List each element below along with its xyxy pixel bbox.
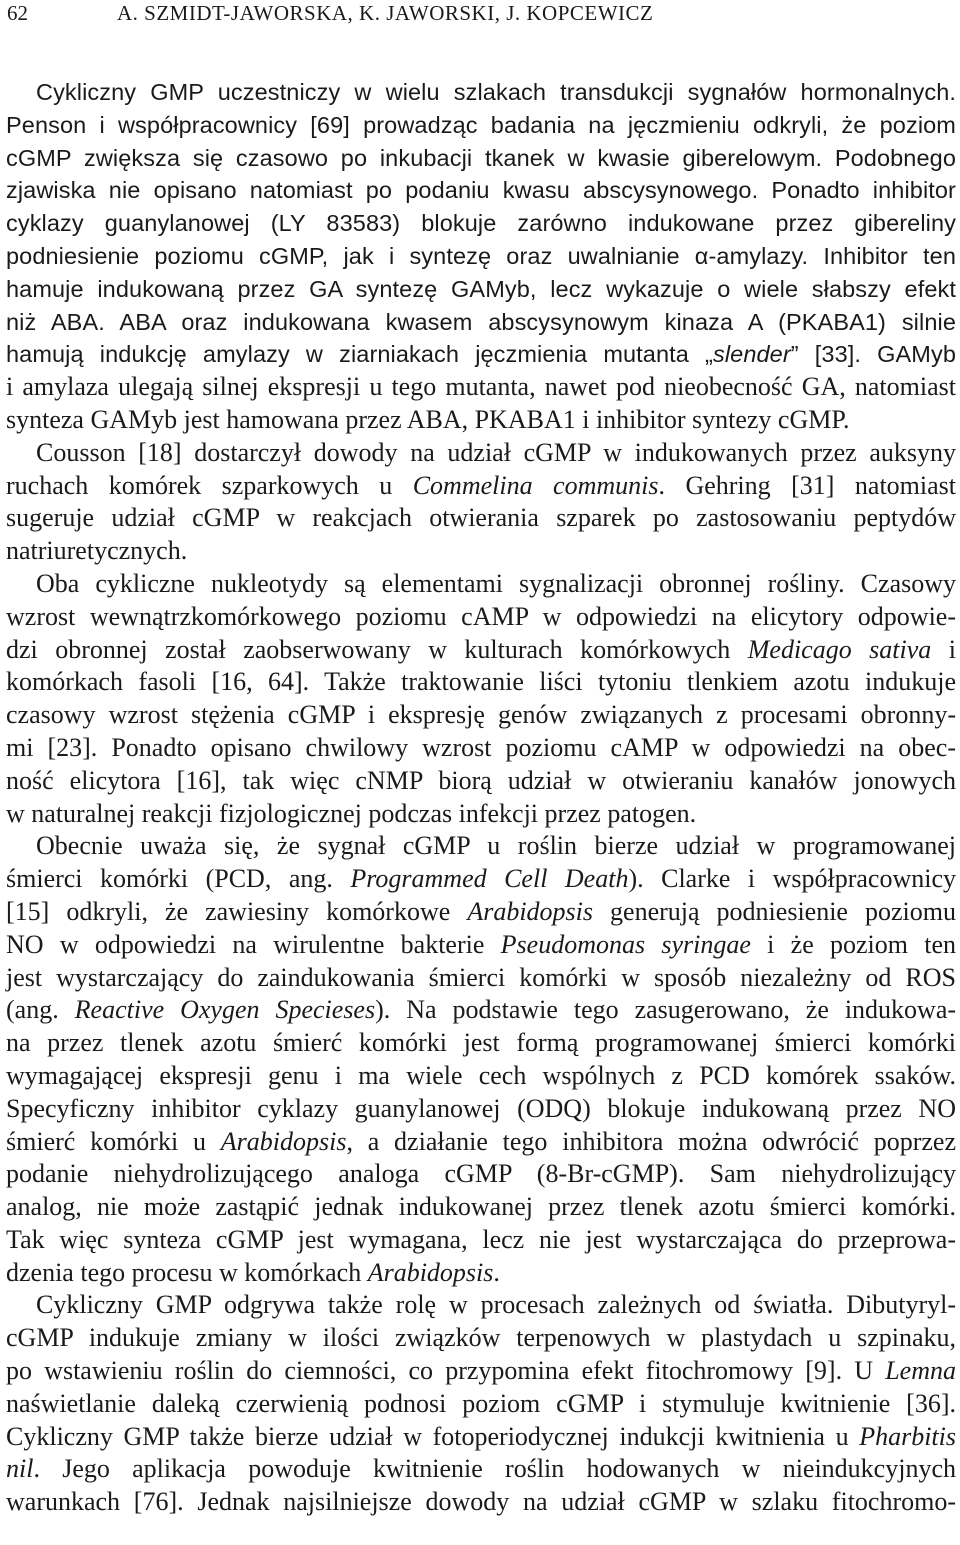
- text-line: dzi obronnej został zaobserwowany w kulturach komórkowych Medicago sativa i: [6, 634, 956, 664]
- text-line: ruchach komórek szparkowych u Commelina communis. Gehring [31] natomiast: [6, 470, 956, 500]
- text-line: analog, nie może zastąpić jednak indukowanej przez tlenek azotu śmierci komórki.: [6, 1192, 956, 1222]
- text-line: Penson i współpracownicy [69] prowadząc badania na jęczmieniu odkryli, że poziom: [6, 111, 956, 138]
- text-line: sugeruje udział cGMP w reakcjach otwierania szparek po zastosowaniu peptydów: [6, 503, 956, 533]
- text-line: jest wystarczający do zaindukowania śmierci komórki w sposób niezależny od ROS: [6, 962, 956, 992]
- text-line: Obecnie uważa się, że sygnał cGMP u roślin bierze udział w programowanej: [36, 831, 956, 861]
- text-line: i amylaza ulegają silnej ekspresji u tego mutanta, nawet pod nieobecność GA, natomiast: [6, 372, 956, 402]
- text-line: wymagającej ekspresji genu i ma wiele cech wspólnych z PCD komórek ssaków.: [6, 1060, 956, 1090]
- text-line: czasowy wzrost stężenia cGMP i ekspresję genów związanych z procesami obronny-: [6, 700, 956, 730]
- body-text: [6, 76, 956, 1519]
- text-line: Specyficzny inhibitor cyklazy guanylanowej (ODQ) blokuje indukowaną przez NO: [6, 1093, 956, 1123]
- page-number: 62: [7, 1, 28, 25]
- text-line: cyklazy guanylanowej (LY 83583) blokuje zarówno indukowane przez gibereliny: [6, 210, 956, 237]
- text-line: [15] odkryli, że zawiesiny komórkowe Arabidopsis generują podniesienie poziomu: [6, 896, 956, 926]
- text-line: śmierć komórki u Arabidopsis, a działanie tego inhibitora można odwrócić poprzez: [6, 1126, 956, 1156]
- text-line: komórkach fasoli [16, 64]. Także traktowanie liści tytoniu tlenkiem azotu indukuje: [6, 667, 956, 697]
- text-line: hamują indukcję amylazy w ziarniakach jęczmienia mutanta „slender” [33]. GAMyb: [6, 341, 956, 368]
- running-header: [7, 0, 950, 28]
- running-header-authors: A. SZMIDT-JAWORSKA, K. JAWORSKI, J. KOPCEWICZ: [117, 1, 654, 25]
- text-line: Cousson [18] dostarczył dowody na udział cGMP w indukowanych przez auksyny: [36, 437, 956, 467]
- text-line: podanie niehydrolizującego analoga cGMP (8-Br-cGMP). Sam niehydrolizujący: [6, 1159, 956, 1189]
- text-line: cGMP indukuje zmiany w ilości związków terpenowych w plastydach u szpinaku,: [6, 1323, 956, 1353]
- text-line: (ang. Reactive Oxygen Specieses). Na podstawie tego zasugerowano, że indukowa-: [6, 995, 957, 1025]
- text-line: NO w odpowiedzi na wirulentne bakterie Pseudomonas syringae i że poziom ten: [6, 929, 957, 959]
- text-line: hamuje indukowaną przez GA syntezę GAMyb, lecz wykazuje o wiele słabszy efekt: [6, 275, 956, 302]
- text-line: ność elicytora [16], tak więc cNMP biorą udział w otwieraniu kanałów jonowych: [6, 765, 956, 795]
- text-line: Cykliczny GMP także bierze udział w fotoperiodycznej indukcji kwitnienia u Pharbitis: [6, 1421, 956, 1451]
- text-line: w naturalnej reakcji fizjologicznej podczas infekcji przez patogen.: [6, 798, 697, 828]
- text-line: niż ABA. ABA oraz indukowana kwasem abscysynowym kinaza A (PKABA1) silnie: [6, 308, 956, 335]
- text-line: nil. Jego aplikacja powoduje kwitnienie roślin hodowanych w nieindukcyjnych: [6, 1454, 956, 1484]
- text-line: cGMP zwiększa się czasowo po inkubacji tkanek w kwasie giberelowym. Podobnego: [6, 144, 956, 171]
- text-line: Cykliczny GMP uczestniczy w wielu szlakach transdukcji sygnałów hormonalnych.: [36, 79, 956, 105]
- text-line: warunkach [76]. Jednak najsilniejsze dowody na udział cGMP w szlaku fitochromo-: [6, 1487, 956, 1517]
- text-line: po wstawieniu roślin do ciemności, co przypomina efekt fitochromowy [9]. U Lemna: [6, 1356, 956, 1386]
- text-line: Oba cykliczne nukleotydy są elementami sygnalizacji obronnej rośliny. Czasowy: [36, 568, 956, 598]
- text-line: synteza GAMyb jest hamowana przez ABA, PKABA1 i inhibitor syntezy cGMP.: [6, 404, 850, 434]
- text-line: na przez tlenek azotu śmierć komórki jest formą programowanej śmierci komórki: [6, 1028, 956, 1058]
- text-line: zjawiska nie opisano natomiast po podaniu kwasu abscysynowego. Ponadto inhibitor: [6, 177, 956, 204]
- text-line: dzenia tego procesu w komórkach Arabidopsis.: [6, 1257, 500, 1287]
- text-line: śmierci komórki (PCD, ang. Programmed Cell Death). Clarke i współpracownicy: [6, 864, 956, 894]
- text-line: wzrost wewnątrzkomórkowego poziomu cAMP w odpowiedzi na elicytory odpowie-: [6, 601, 956, 631]
- text-line: natriuretycznych.: [6, 536, 188, 566]
- text-line: Cykliczny GMP odgrywa także rolę w procesach zależnych od światła. Dibutyryl-: [36, 1290, 956, 1320]
- text-line: naświetlanie daleką czerwienią podnosi poziom cGMP i stymuluje kwitnienie [36].: [6, 1388, 956, 1418]
- text-line: podniesienie poziomu cGMP, jak i syntezę oraz uwalnianie α-amylazy. Inhibitor ten: [6, 242, 956, 269]
- text-line: mi [23]. Ponadto opisano chwilowy wzrost poziomu cAMP w odpowiedzi na obec-: [6, 732, 956, 762]
- text-line: Tak więc synteza cGMP jest wymagana, lecz nie jest wystarczająca do przeprowa-: [6, 1224, 956, 1254]
